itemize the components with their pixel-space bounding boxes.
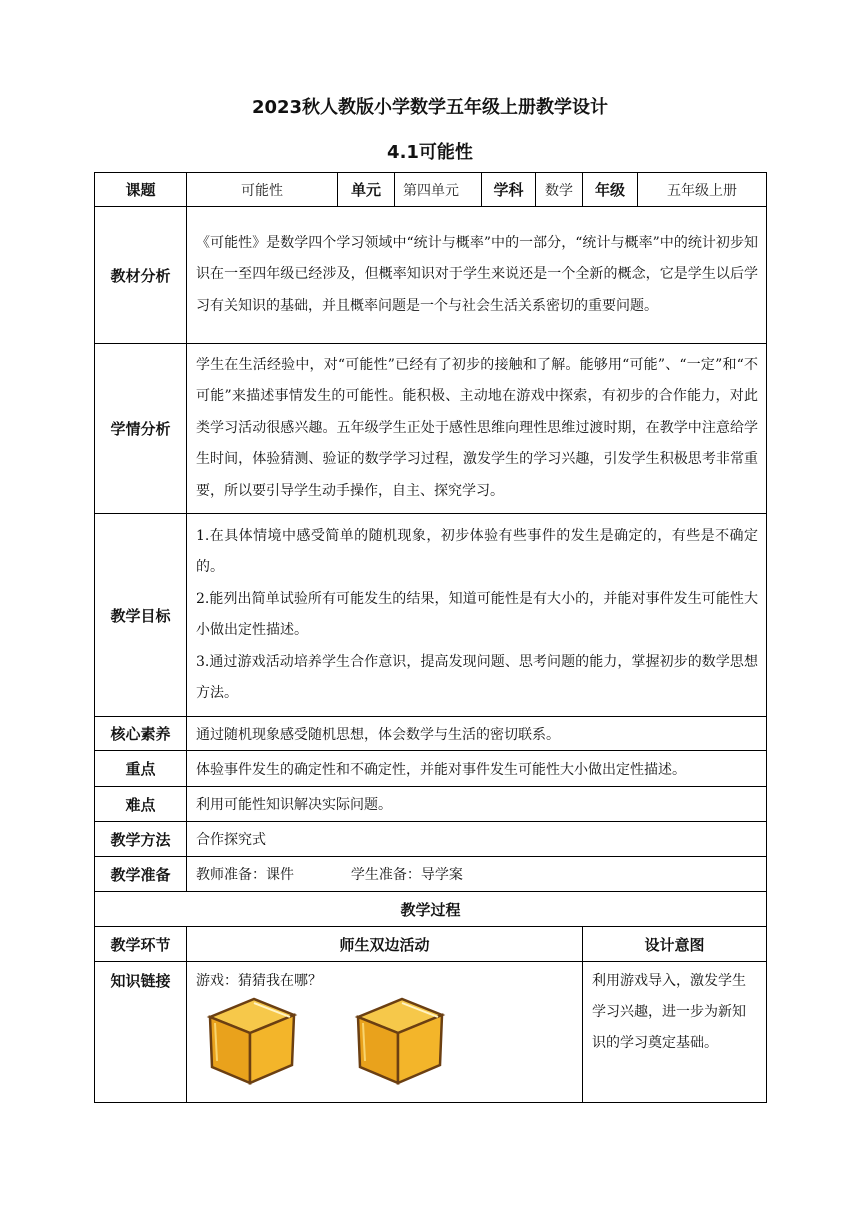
box-icon: [206, 995, 298, 1089]
process-heading: 教学过程: [95, 892, 767, 927]
grade-value: 五年级上册: [638, 173, 767, 207]
method-label: 教学方法: [95, 822, 187, 857]
activity-text: 游戏：猜猜我在哪？: [196, 973, 322, 989]
grade-label: 年级: [583, 173, 638, 207]
difficulty-text: 利用可能性知识解决实际问题。: [187, 787, 767, 822]
student-analysis-row: [95, 344, 767, 514]
stage-label: 知识链接: [110, 972, 171, 990]
core-literacy-row: [95, 717, 767, 751]
objective-item: 3.通过游戏活动培养学生合作意识，提高发现问题、思考问题的能力，掌握初步的数学思想方法。: [196, 653, 758, 701]
key-point-row: [95, 751, 767, 787]
core-literacy-label: 核心素养: [95, 717, 187, 751]
objectives-row: [95, 514, 767, 717]
topic-value: 可能性: [187, 173, 338, 207]
boxes-illustration: [196, 990, 574, 1090]
box-icon: [354, 995, 446, 1089]
preparation-label: 教学准备: [95, 857, 187, 892]
subject-label: 学科: [482, 173, 536, 207]
teacher-preparation: 教师准备：课件: [196, 867, 294, 883]
header-row: [95, 173, 767, 207]
document-title: 2023秋人教版小学数学五年级上册教学设计: [251, 97, 609, 118]
stage-cell: [95, 962, 187, 1103]
subject-value: 数学: [536, 173, 583, 207]
preparation-text: [187, 857, 767, 892]
objective-item: 2.能列出简单试验所有可能发生的结果，知道可能性是有大小的，并能对事件发生可能性大小做出定性描述。: [196, 590, 758, 638]
difficulty-row: [95, 787, 767, 822]
material-analysis-row: [95, 207, 767, 344]
material-analysis-label: 教材分析: [95, 207, 187, 344]
activity-cell: [187, 962, 583, 1103]
process-heading-row: [95, 892, 767, 927]
unit-value: 第四单元: [395, 173, 482, 207]
intent-column-header: 设计意图: [583, 927, 767, 962]
topic-label: 课题: [95, 173, 187, 207]
objectives-label: 教学目标: [95, 514, 187, 717]
lesson-plan-table: [94, 172, 767, 1103]
lesson-title: 4.1可能性: [387, 142, 473, 163]
process-column-headers: [95, 927, 767, 962]
method-row: [95, 822, 767, 857]
activity-column-header: 师生双边活动: [187, 927, 583, 962]
objective-item: 1.在具体情境中感受简单的随机现象，初步体验有些事件的发生是确定的，有些是不确定的。: [196, 527, 758, 575]
difficulty-label: 难点: [95, 787, 187, 822]
preparation-row: [95, 857, 767, 892]
intent-text: 利用游戏导入，激发学生学习兴趣，进一步为新知识的学习奠定基础。: [583, 962, 767, 1103]
material-analysis-text: 《可能性》是数学四个学习领域中“统计与概率”中的一部分，“统计与概率”中的统计初步知识在一至四年级已经涉及，但概率知识对于学生来说还是一个全新的概念，它是学生以后学习有关知识的基础，并且概率问题是一个与社会生活关系密切的重要问题。: [187, 207, 767, 344]
process-row: [95, 962, 767, 1103]
unit-label: 单元: [338, 173, 395, 207]
objectives-list: [187, 514, 767, 717]
stage-column-header: 教学环节: [95, 927, 187, 962]
key-point-label: 重点: [95, 751, 187, 787]
student-preparation: 学生准备：导学案: [350, 867, 463, 883]
key-point-text: 体验事件发生的确定性和不确定性，并能对事件发生可能性大小做出定性描述。: [187, 751, 767, 787]
core-literacy-text: 通过随机现象感受随机思想，体会数学与生活的密切联系。: [187, 717, 767, 751]
student-analysis-text: 学生在生活经验中，对“可能性”已经有了初步的接触和了解。能够用“可能”、“一定”和“不可能”来描述事情发生的可能性。能积极、主动地在游戏中探索，有初步的合作能力，对此类学习活动很感兴趣。五年级学生正处于感性思维向理性思维过渡时期，在教学中注意给学生时间，体验猜测、验证的数学学习过程，激发学生的学习兴趣，引发学生积极思考非常重要，所以要引导学生动手操作，自主、探究学习。: [187, 344, 767, 514]
method-text: 合作探究式: [187, 822, 767, 857]
student-analysis-label: 学情分析: [95, 344, 187, 514]
